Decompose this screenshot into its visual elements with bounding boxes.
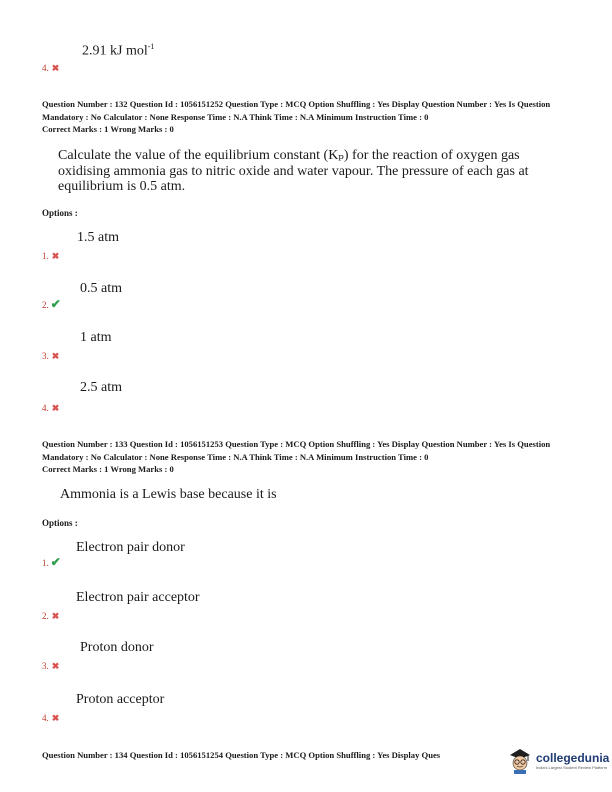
q133-option-1-marker	[42, 553, 61, 571]
prev-option-text	[82, 42, 154, 60]
option-number: 4.	[42, 63, 49, 73]
logo-name: collegedunia	[536, 750, 610, 765]
q132-option-4-text[interactable]: 2.5 atm	[80, 380, 122, 395]
question-132-meta: Question Number : 132 Question Id : 1056151252 Question Type : MCQ Option Shuffling : Yes Display Question Number : Yes Is Question Mandatory : No Calculator : None Response Time : N.A Think Time : N.A Minimum Instruction Time : 0	[42, 99, 551, 122]
q132-option-2-text[interactable]: 0.5 atm	[80, 281, 122, 296]
q132-option-3-text[interactable]: 1 atm	[80, 330, 112, 345]
q132-option-4-marker	[42, 398, 59, 416]
wrong-icon: ✖	[51, 611, 60, 621]
q132-option-3-marker	[42, 346, 59, 364]
q133-option-4-text[interactable]: Proton acceptor	[76, 692, 165, 707]
wrong-icon: ✖	[51, 713, 60, 723]
mascot-icon	[507, 746, 533, 774]
correct-check-icon: ✔	[50, 555, 61, 569]
q132-option-1-text[interactable]: 1.5 atm	[77, 230, 119, 245]
question-132-options-label: Options :	[42, 208, 78, 218]
wrong-icon: ✖	[51, 63, 60, 73]
q133-option-4-marker	[42, 708, 59, 726]
q133-option-3-text[interactable]: Proton donor	[80, 640, 154, 655]
option-number: 3.	[42, 661, 49, 671]
option-number: 1.	[42, 251, 49, 261]
question-133-options-label: Options :	[42, 518, 78, 528]
wrong-icon: ✖	[51, 661, 60, 671]
wrong-icon: ✖	[51, 403, 60, 413]
question-133-marks: Correct Marks : 1 Wrong Marks : 0	[42, 464, 174, 474]
correct-check-icon: ✔	[50, 297, 61, 311]
question-133-meta: Question Number : 133 Question Id : 1056151253 Question Type : MCQ Option Shuffling : Yes Display Question Number : Yes Is Question Mandatory : No Calculator : None Response Time : N.A Think Time : N.A Minimum Instruction Time : 0	[42, 439, 551, 462]
option-number: 1.	[42, 558, 49, 568]
option-number: 2.	[42, 611, 49, 621]
option-number: 4.	[42, 403, 49, 413]
prev-option-sup: -1	[147, 42, 155, 51]
logo-tagline: India's Largest Student Review Platform	[536, 764, 608, 770]
wrong-icon: ✖	[51, 351, 60, 361]
prev-option-marker	[42, 58, 59, 76]
question-132-text: Calculate the value of the equilibrium constant (Kₚ) for the reaction of oxygen gas oxidising ammonia gas to nitric oxide and water vapour. The pressure of each gas at equilibrium is 0.5 atm.	[58, 148, 529, 194]
q132-option-1-marker	[42, 246, 59, 264]
q133-option-1-text[interactable]: Electron pair donor	[76, 540, 185, 555]
collegedunia-logo[interactable]	[507, 746, 609, 774]
prev-option-value: 2.91 kJ mol	[82, 43, 148, 59]
q133-option-3-marker	[42, 656, 59, 674]
q133-option-2-text[interactable]: Electron pair acceptor	[76, 590, 200, 605]
option-number: 4.	[42, 713, 49, 723]
wrong-icon: ✖	[51, 251, 60, 261]
question-132-marks: Correct Marks : 1 Wrong Marks : 0	[42, 124, 174, 134]
option-number: 3.	[42, 351, 49, 361]
question-133-text: Ammonia is a Lewis base because it is	[60, 487, 277, 502]
question-134-meta: Question Number : 134 Question Id : 1056151254 Question Type : MCQ Option Shuffling : Yes Display Ques	[42, 750, 441, 760]
option-number: 2.	[42, 300, 49, 310]
q133-option-2-marker	[42, 606, 59, 624]
q132-option-2-marker	[42, 295, 61, 313]
